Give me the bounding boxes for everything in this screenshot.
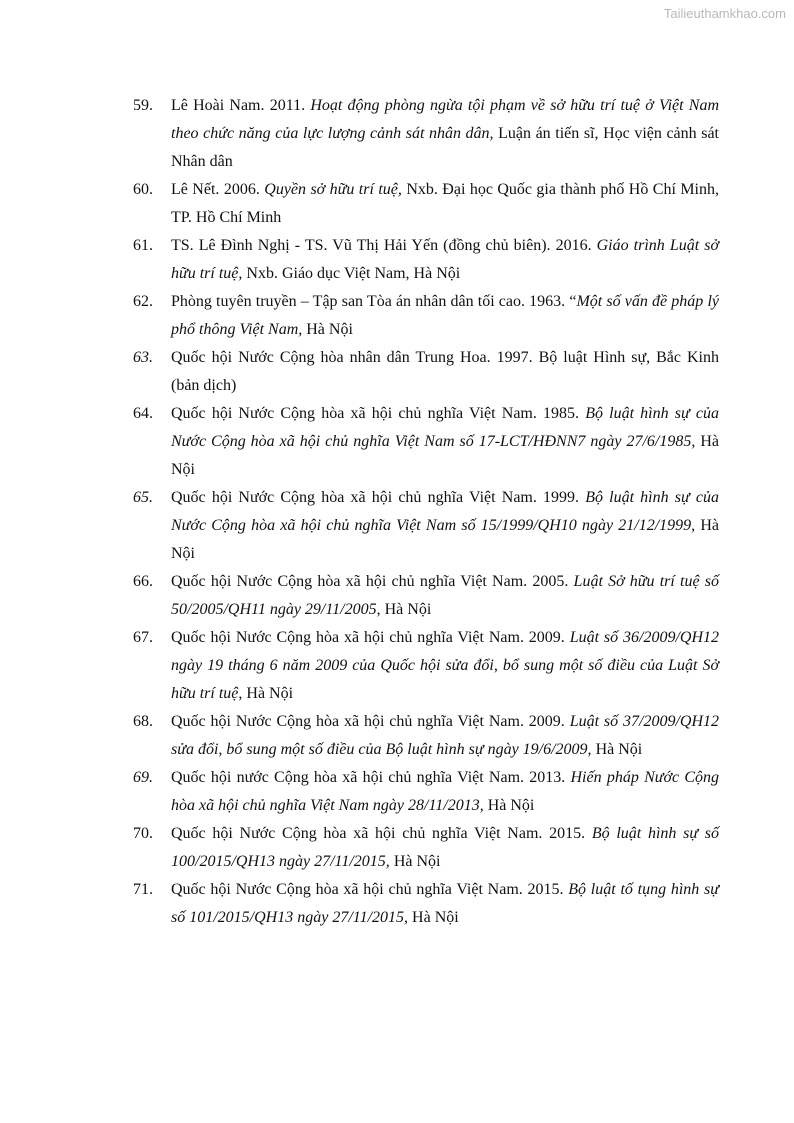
reference-item bbox=[0, 92, 794, 176]
reference-text bbox=[171, 176, 719, 232]
reference-segment: Quốc hội Nước Cộng hòa nhân dân Trung Hoa. 1997. Bộ luật Hình sự, Bắc Kinh (bản dịch) bbox=[171, 349, 719, 394]
reference-segment: Quốc hội Nước Cộng hòa xã hội chủ nghĩa Việt Nam. 2015. bbox=[171, 825, 592, 842]
reference-item bbox=[0, 568, 794, 624]
reference-text bbox=[171, 764, 719, 820]
reference-title: Giáo trình Luật sở hữu trí tuệ, bbox=[171, 237, 720, 282]
reference-segment: Hà Nội bbox=[389, 853, 441, 870]
reference-number: 68. bbox=[133, 713, 153, 730]
reference-text bbox=[171, 624, 719, 708]
reference-title: Luật số 37/2009/QH12 sửa đổi, bổ sung một số điều của Bộ luật hình sự ngày 19/6/2009, bbox=[171, 713, 719, 758]
reference-text bbox=[171, 232, 719, 288]
reference-item bbox=[0, 764, 794, 820]
reference-number: 71. bbox=[133, 881, 153, 898]
reference-list bbox=[0, 92, 794, 932]
reference-title: Hiến pháp Nước Cộng hòa xã hội chủ nghĩa Việt Nam ngày 28/11/2013, bbox=[171, 769, 720, 814]
reference-segment: Quốc hội Nước Cộng hòa xã hội chủ nghĩa Việt Nam. 2009. bbox=[171, 629, 570, 646]
reference-number: 66. bbox=[133, 573, 153, 590]
reference-item bbox=[0, 288, 794, 344]
reference-number: 59. bbox=[133, 97, 153, 114]
reference-segment: Hà Nội bbox=[483, 797, 535, 814]
reference-segment: Hà Nội bbox=[171, 517, 720, 562]
reference-segment: Phòng tuyên truyền – Tập san Tòa án nhân dân tối cao. 1963. “ bbox=[171, 293, 577, 310]
reference-text bbox=[171, 92, 719, 176]
reference-title: Luật Sở hữu trí tuệ số 50/2005/QH11 ngày 29/11/2005 bbox=[171, 573, 719, 618]
reference-segment: Nxb. Đại học Quốc gia thành phố Hồ Chí Minh, TP. Hồ Chí Minh bbox=[171, 181, 719, 226]
reference-segment: Nxb. Giáo dục Việt Nam, Hà Nội bbox=[242, 265, 461, 282]
reference-segment: Quốc hội nước Cộng hòa xã hội chủ nghĩa Việt Nam. 2013. bbox=[171, 769, 571, 786]
reference-number: 64. bbox=[133, 405, 153, 422]
reference-title: Một số vấn đề pháp lý phổ thông Việt Nam, bbox=[171, 293, 719, 338]
reference-segment: Luận án tiến sĩ, Học viện cảnh sát Nhân dân bbox=[171, 125, 719, 170]
reference-segment: Lê Nết. 2006. bbox=[171, 181, 265, 198]
reference-segment: Hà Nội bbox=[171, 433, 720, 478]
reference-text bbox=[171, 484, 719, 568]
reference-title: Bộ luật hình sự số 100/2015/QH13 ngày 27/11/2015, bbox=[171, 825, 719, 870]
reference-number: 67. bbox=[133, 629, 153, 646]
reference-text bbox=[171, 400, 719, 484]
reference-title: Bộ luật hình sự của Nước Cộng hòa xã hội chủ nghĩa Việt Nam số 17-LCT/HĐNN7 ngày 27/6/1985, bbox=[171, 405, 719, 450]
reference-segment: Hà Nội bbox=[302, 321, 353, 338]
reference-item bbox=[0, 176, 794, 232]
reference-item bbox=[0, 624, 794, 708]
reference-text bbox=[171, 568, 719, 624]
reference-segment: Quốc hội Nước Cộng hòa xã hội chủ nghĩa Việt Nam. 2009. bbox=[171, 713, 570, 730]
reference-item bbox=[0, 708, 794, 764]
reference-item bbox=[0, 876, 794, 932]
reference-text bbox=[171, 820, 719, 876]
reference-item bbox=[0, 484, 794, 568]
reference-item bbox=[0, 232, 794, 288]
reference-segment: Lê Hoài Nam. 2011. bbox=[171, 97, 311, 114]
reference-title: Quyền sở hữu trí tuệ, bbox=[264, 181, 402, 198]
reference-title: Hoạt động phòng ngừa tội phạm về sở hữu trí tuệ ở Việt Nam theo chức năng của lực lượng cảnh sát nhân dân, bbox=[171, 97, 720, 142]
reference-item bbox=[0, 820, 794, 876]
reference-title: Bộ luật tố tụng hình sự số 101/2015/QH13 ngày 27/11/2015, bbox=[171, 881, 719, 926]
reference-item bbox=[0, 344, 794, 400]
reference-number: 61. bbox=[133, 237, 153, 254]
reference-number: 60. bbox=[133, 181, 153, 198]
reference-number: 65. bbox=[133, 489, 153, 506]
reference-number: 70. bbox=[133, 825, 153, 842]
reference-item bbox=[0, 400, 794, 484]
reference-title: Luật số 36/2009/QH12 ngày 19 tháng 6 năm 2009 của Quốc hội sửa đổi, bổ sung một số điều của Luật Sở hữu trí tuệ bbox=[171, 629, 719, 702]
reference-number: 63. bbox=[133, 349, 153, 366]
reference-segment: TS. Lê Đình Nghị - TS. Vũ Thị Hải Yến (đồng chủ biên). 2016. bbox=[171, 237, 597, 254]
reference-segment: Quốc hội Nước Cộng hòa xã hội chủ nghĩa Việt Nam. 2005. bbox=[171, 573, 574, 590]
reference-segment: Quốc hội Nước Cộng hòa xã hội chủ nghĩa Việt Nam. 1985. bbox=[171, 405, 586, 422]
reference-text bbox=[171, 708, 719, 764]
reference-number: 62. bbox=[133, 293, 153, 310]
reference-segment: , Hà Nội bbox=[238, 685, 294, 702]
reference-segment: Quốc hội Nước Cộng hòa xã hội chủ nghĩa Việt Nam. 2015. bbox=[171, 881, 569, 898]
watermark: Tailieuthamkhao.com bbox=[663, 6, 786, 21]
reference-title: Bộ luật hình sự của Nước Cộng hòa xã hội chủ nghĩa Việt Nam số 15/1999/QH10 ngày 21/12/1999, bbox=[171, 489, 719, 534]
reference-segment: , Hà Nội bbox=[376, 601, 432, 618]
reference-number: 69. bbox=[133, 769, 153, 786]
reference-text bbox=[171, 288, 719, 344]
reference-segment: Quốc hội Nước Cộng hòa xã hội chủ nghĩa Việt Nam. 1999. bbox=[171, 489, 586, 506]
reference-segment: Hà Nội bbox=[591, 741, 643, 758]
reference-text bbox=[171, 876, 719, 932]
reference-text bbox=[171, 344, 719, 400]
reference-segment: Hà Nội bbox=[408, 909, 459, 926]
